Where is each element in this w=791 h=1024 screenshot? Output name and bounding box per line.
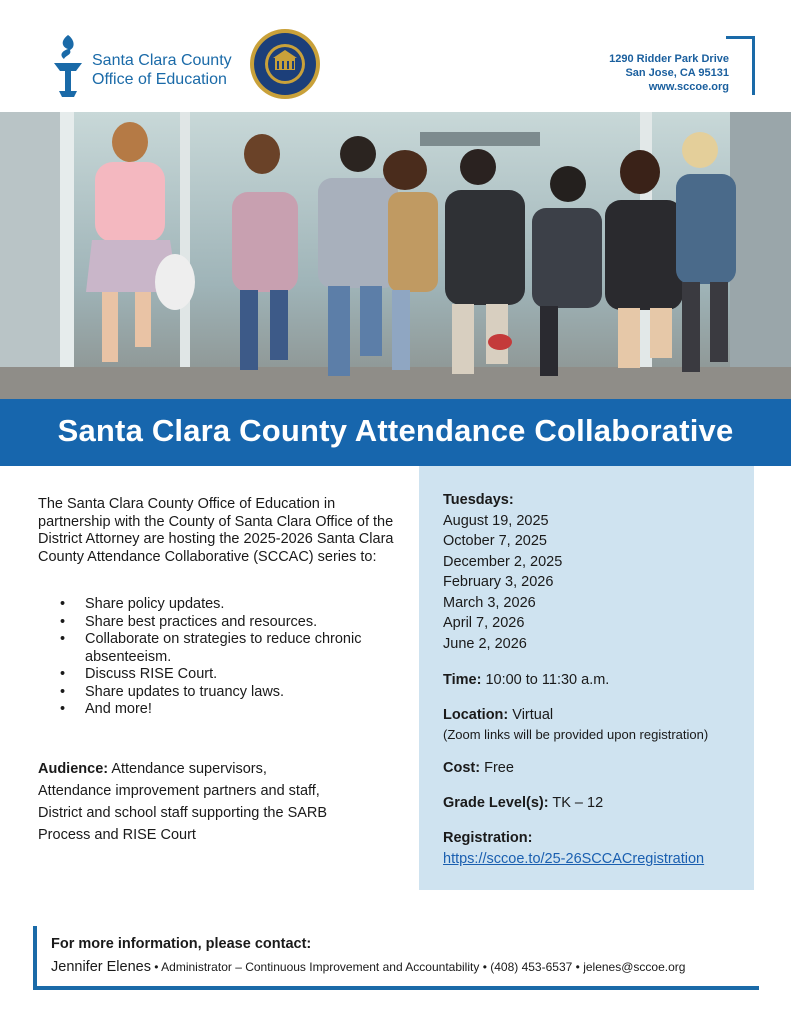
address-block [609,52,729,94]
list-item: • And more! [60,701,152,717]
contact-box [33,926,759,990]
date-item: March 3, 2026 [443,594,536,611]
title-banner [0,399,791,466]
registration-link[interactable]: https://sccoe.to/25-26SCCACregistration [443,850,705,867]
intro-paragraph: The Santa Clara County Office of Education in partnership with the County of Santa Clara Office of the District Attorney are hosting the 2025-2026 Santa Clara County Attendance Collaborative (SCCAC) series to: [38,496,394,565]
sccoe-logo [50,33,240,101]
contact-role: Administrator – Continuous Improvement and Accountability [161,960,480,974]
bullet-icon: • [60,596,66,612]
contact-phone[interactable]: (408) 453-6537 [490,960,573,974]
list-item: • Share best practices and resources. [60,613,318,630]
location-row: Location: Virtual (Zoom links will be provided upon registration) [443,707,709,742]
bullet-icon: • [60,666,66,682]
list-item: • Discuss RISE Court. [60,666,218,682]
date-item: February 3, 2026 [443,574,554,590]
address-street: 1290 Ridder Park Drive [609,53,729,65]
address-website[interactable]: www.sccoe.org [648,81,729,93]
date-item: April 7, 2026 [443,615,525,631]
audience-block: Audience: Attendance supervisors, Attendance improvement partners and staff, District and school staff supporting the SARB Process and RISE Court [38,761,328,843]
bullet-icon: • [60,701,66,717]
contact-title: For more information, please contact: [51,936,312,952]
torch-logo-icon [50,33,86,99]
address-city: San Jose, CA 95131 [625,67,729,79]
date-item: October 7, 2025 [443,533,547,549]
list-item: • Share policy updates. [60,596,225,612]
contact-name: Jennifer Elenes [51,959,151,975]
contact-line: Jennifer Elenes • Administrator – Continuous Improvement and Accountability • (408) 453-6537 • jelenes@sccoe.org [51,959,686,975]
hero-photo-students-running [0,112,791,399]
time-row: Time: 10:00 to 11:30 a.m. [443,672,610,688]
bullet-icon: • [60,631,66,647]
days-label: Tuesdays: [443,492,514,508]
district-attorney-seal-icon [249,28,321,100]
address-bracket [726,36,755,95]
cost-row: Cost: Free [443,760,514,776]
page-title: Santa Clara County Attendance Collaborative [57,413,734,448]
date-item: June 2, 2026 [443,635,527,652]
date-item: December 2, 2025 [443,553,563,570]
schedule-dates [443,490,562,654]
bullet-icon: • [60,613,66,630]
grade-row: Grade Level(s): TK – 12 [443,795,604,811]
bullet-icon: • [60,683,66,700]
goals-list [60,596,400,719]
list-item: • Collaborate on strategies to reduce chronic absenteeism. [60,631,362,665]
contact-email[interactable]: jelenes@sccoe.org [583,960,686,974]
event-details-panel [419,466,754,890]
location-note: (Zoom links will be provided upon registration) [443,726,709,742]
registration-row: Registration: https://sccoe.to/25-26SCCACregistration [443,830,705,867]
org-name: Santa Clara County Office of Education [92,52,232,88]
date-item: August 19, 2025 [443,512,549,529]
list-item: • Share updates to truancy laws. [60,683,285,700]
audience-label: Audience: [38,761,109,777]
